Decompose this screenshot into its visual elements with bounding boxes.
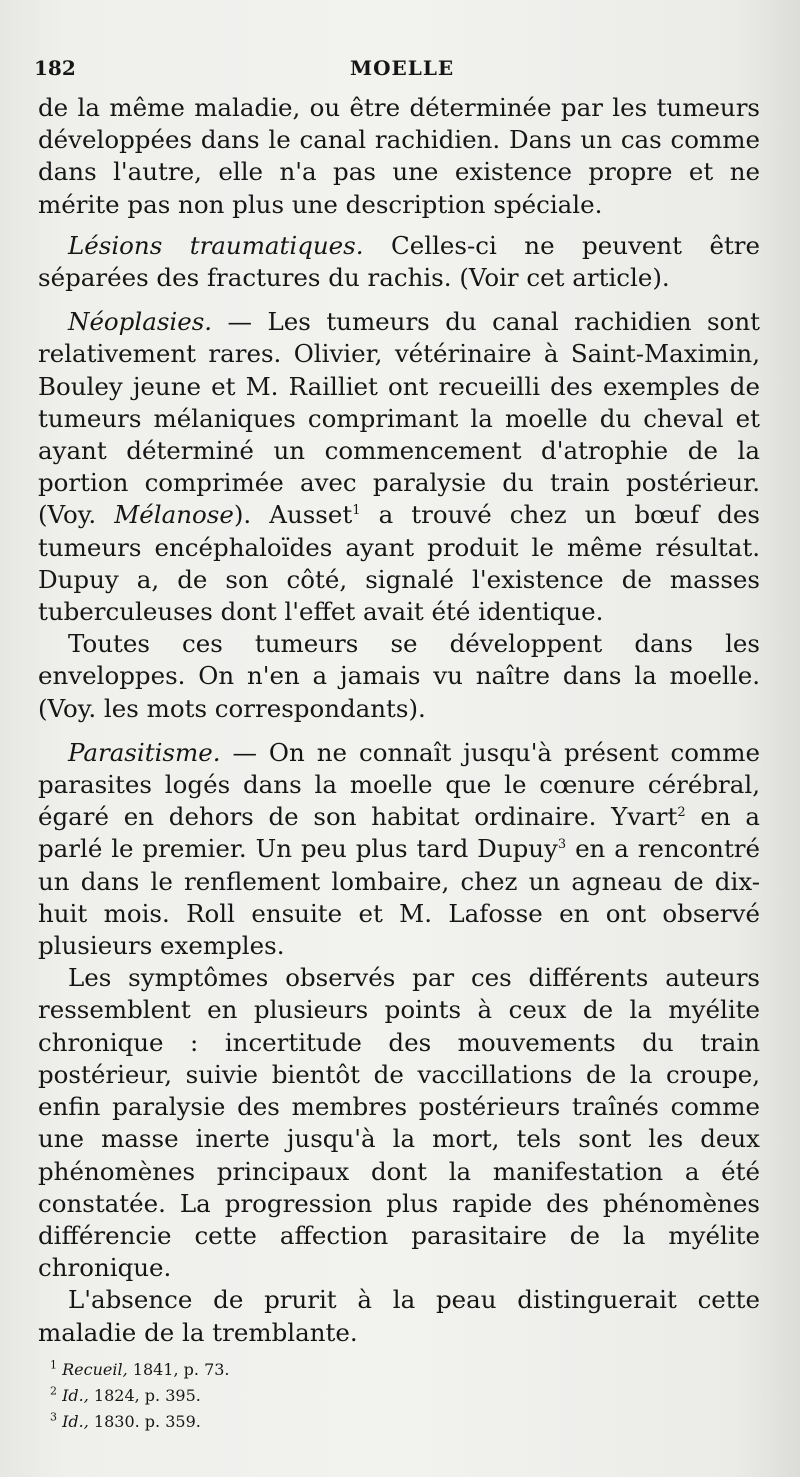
italic-melanose: Mélanose <box>114 500 234 530</box>
footnote-3: $^3$ Id., 1830. p. 359. <box>50 1410 201 1431</box>
footnote-1: $^1$ Recueil, 1841, p. 73. <box>50 1358 230 1379</box>
footnotes <box>50 1357 750 1435</box>
footnote-ref-2: 2 <box>677 805 686 821</box>
paragraph-continuation: de la même maladie, ou être déterminée par les tumeurs développées dans le canal rachidien. Dans un cas comme dans l'autre, elle n'a pas une existence propre et ne mérite pas non plus une description spéciale. <box>38 93 760 219</box>
paragraph-lesions-traumatiques: Lésions traumatiques. Celles-ci ne peuvent être séparées des fractures du rachis. (Voir cet article). <box>38 230 761 293</box>
body-text <box>38 92 760 1349</box>
section-heading-lesions: Lésions traumatiques. <box>68 230 364 260</box>
page-header <box>34 56 764 86</box>
section-heading-parasitisme: Parasitisme. <box>68 737 221 767</box>
paragraph-enveloppes: Toutes ces tumeurs se développent dans les enveloppes. On n'en a jamais vu naître dans la moelle. (Voy. les mots correspondants). <box>38 629 760 723</box>
paragraph-symptomes: Les symptômes observés par ces différents auteurs ressemblent en plusieurs points à ceux de la myélite chronique : incertitude des mouvements du train postérieur, suivie bientôt de vaccillations de la croupe, enfin paralysie des membres postérieurs traînés comme une masse inerte jusqu'à la mort, tels sont les deux phénomènes principaux dont la manifestation a été constatée. La progression plus rapide des phénomènes différencie cette affection parasitaire de la myélite chronique. <box>38 963 760 1283</box>
page-number: 182 <box>34 56 76 80</box>
footnote-ref-3: 3 <box>557 837 567 853</box>
paragraph-parasitisme: Parasitisme. — On ne connaît jusqu'à présent comme parasites logés dans la moelle que le cœnure cérébral, égaré en dehors de son habitat ordinaire. Yvart$^2$ en a parlé le premier. Un peu plus tard Dupuy$^3$ en a rencontré un dans le renflement lombaire, chez un agneau de dix-huit mois. Roll ensuite et M. Lafosse en ont observé plusieurs exemples. <box>38 737 760 961</box>
paragraph-neoplasies: Néoplasies. — Les tumeurs du canal rachidien sont relativement rares. Olivier, vétérinaire à Saint-Maximin, Bouley jeune et M. Railliet ont recueilli des exemples de tumeurs mélaniques comprimant la moelle du cheval et ayant déterminé un commencement d'atrophie de la portion comprimée avec paralysie du train postérieur. (Voy. Mélanose). Ausset$^1$ a trouvé chez un bœuf des tumeurs encéphaloïdes ayant produit le même résultat. Dupuy a, de son côté, signalé l'existence de masses tuberculeuses dont l'effet avait été identique. <box>38 307 760 627</box>
footnote-ref-1: 1 <box>352 503 361 519</box>
paragraph-prurit: L'absence de prurit à la peau distinguerait cette maladie de la tremblante. <box>38 1285 760 1347</box>
running-title: MOELLE <box>350 56 455 80</box>
section-heading-neoplasies: Néoplasies. <box>68 307 213 337</box>
footnote-2: $^2$ Id., 1824, p. 395. <box>50 1384 201 1405</box>
